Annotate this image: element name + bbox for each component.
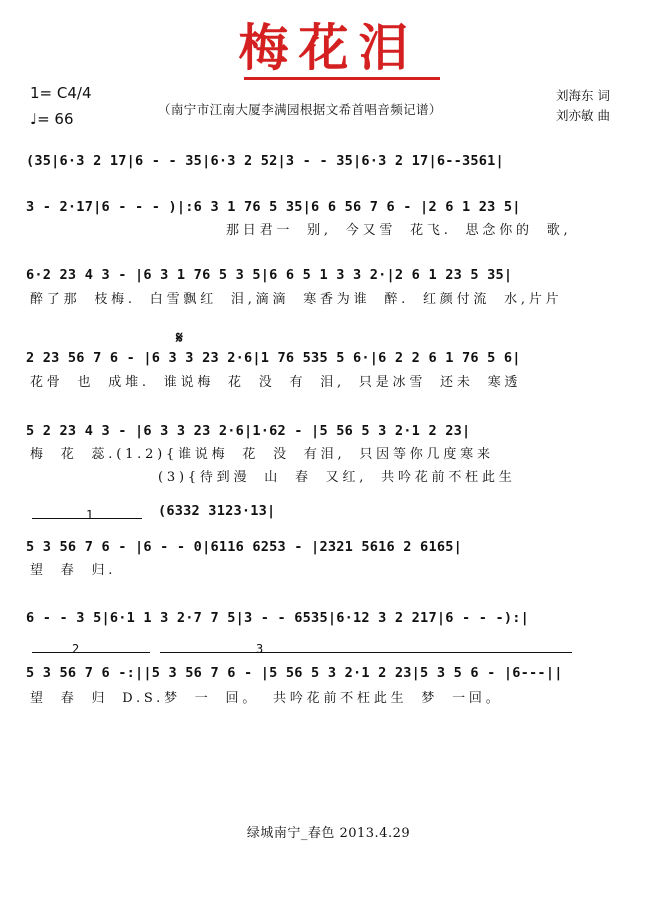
staff-row-5-notes: 5 2 23 4 3 - |6 3 3 23 2·6|1·62 - |5 56 5 3 2·1 2 23| <box>26 423 471 439</box>
staff-row-3-notes: 6·2 23 4 3 - |6 3 1 76 5 3 5|6 6 5 1 3 3 2·|2 6 1 23 5 35| <box>26 267 513 283</box>
staff-row-6-lyrics: 望 春 归. <box>30 563 117 578</box>
staff-row-4-notes: 2 23 56 7 6 - |6 3 3 23 2·6|1 76 535 5 6·|6 2 2 6 1 76 5 6| <box>26 350 521 366</box>
tempo-marking: ♩= 66 <box>30 110 74 128</box>
staff-row-4-lyrics: 花骨 也 成堆. 谁说梅 花 没 有 泪, 只是冰雪 还未 寒透 <box>30 375 522 390</box>
footer-signature: 绿城南宁_春色 2013.4.29 <box>246 826 411 841</box>
staff-row-2-notes: 3 - 2·17|6 - - - )|:6 3 1 76 5 35|6 6 56 7 6 - |2 6 1 23 5| <box>26 199 521 215</box>
segno-sign: 𝄋 <box>176 328 183 347</box>
transcription-note: （南宁市江南大厦李满园根据文希首唱音频记谱） <box>158 102 442 117</box>
staff-row-1-notes: (35|6·3 2 17|6 - - 35|6·3 2 52|3 - - 35|6·3 2 17|6--3561| <box>26 153 504 169</box>
volta-3-bracket <box>160 652 572 653</box>
staff-row-5-lyrics-verse-3: (3){待到漫 山 春 又红, 共吟花前不枉此生 <box>158 470 516 485</box>
staff-row-5-lyrics-verse-1-2: 梅 花 蕊.(1.2){谁说梅 花 没 有泪, 只因等你几度寒来 <box>30 447 494 462</box>
interlude-notes: (6332 3123·13| <box>158 503 276 519</box>
volta-3-number: 3 <box>256 642 264 656</box>
volta-2-bracket <box>32 652 150 653</box>
staff-row-3-lyrics: 醉了那 枝梅. 白雪飘红 泪,滴滴 寒香为谁 醉. 红颜付流 水,片片 <box>30 292 563 307</box>
staff-row-8-lyrics: 望 春 归 D.S.梦 一 回。 共吟花前不枉此生 梦 一回。 <box>30 691 503 706</box>
composer-credit: 刘亦敏 曲 <box>556 108 610 123</box>
staff-row-2-lyrics: 那日君一 别, 今又雪 花飞. 思念你的 歌, <box>226 223 572 238</box>
staff-row-8-notes: 5 3 56 7 6 -:||5 3 56 7 6 - |5 56 5 3 2·1 2 23|5 3 5 6 - |6---|| <box>26 665 563 681</box>
staff-row-6-notes: 5 3 56 7 6 - |6 - - 0|6116 6253 - |2321 5616 2 6165| <box>26 539 462 555</box>
title-underline <box>244 77 440 80</box>
staff-row-7-notes: 6 - - 3 5|6·1 1 3 2·7 7 5|3 - - 6535|6·12 3 2 217|6 - - -):| <box>26 610 530 626</box>
key-signature: 1= C4/4 <box>30 84 92 102</box>
volta-1-number: 1 <box>86 508 94 522</box>
song-title: 梅花泪 <box>238 18 419 77</box>
lyricist-credit: 刘海东 词 <box>556 88 610 103</box>
volta-2-number: 2 <box>72 642 80 656</box>
